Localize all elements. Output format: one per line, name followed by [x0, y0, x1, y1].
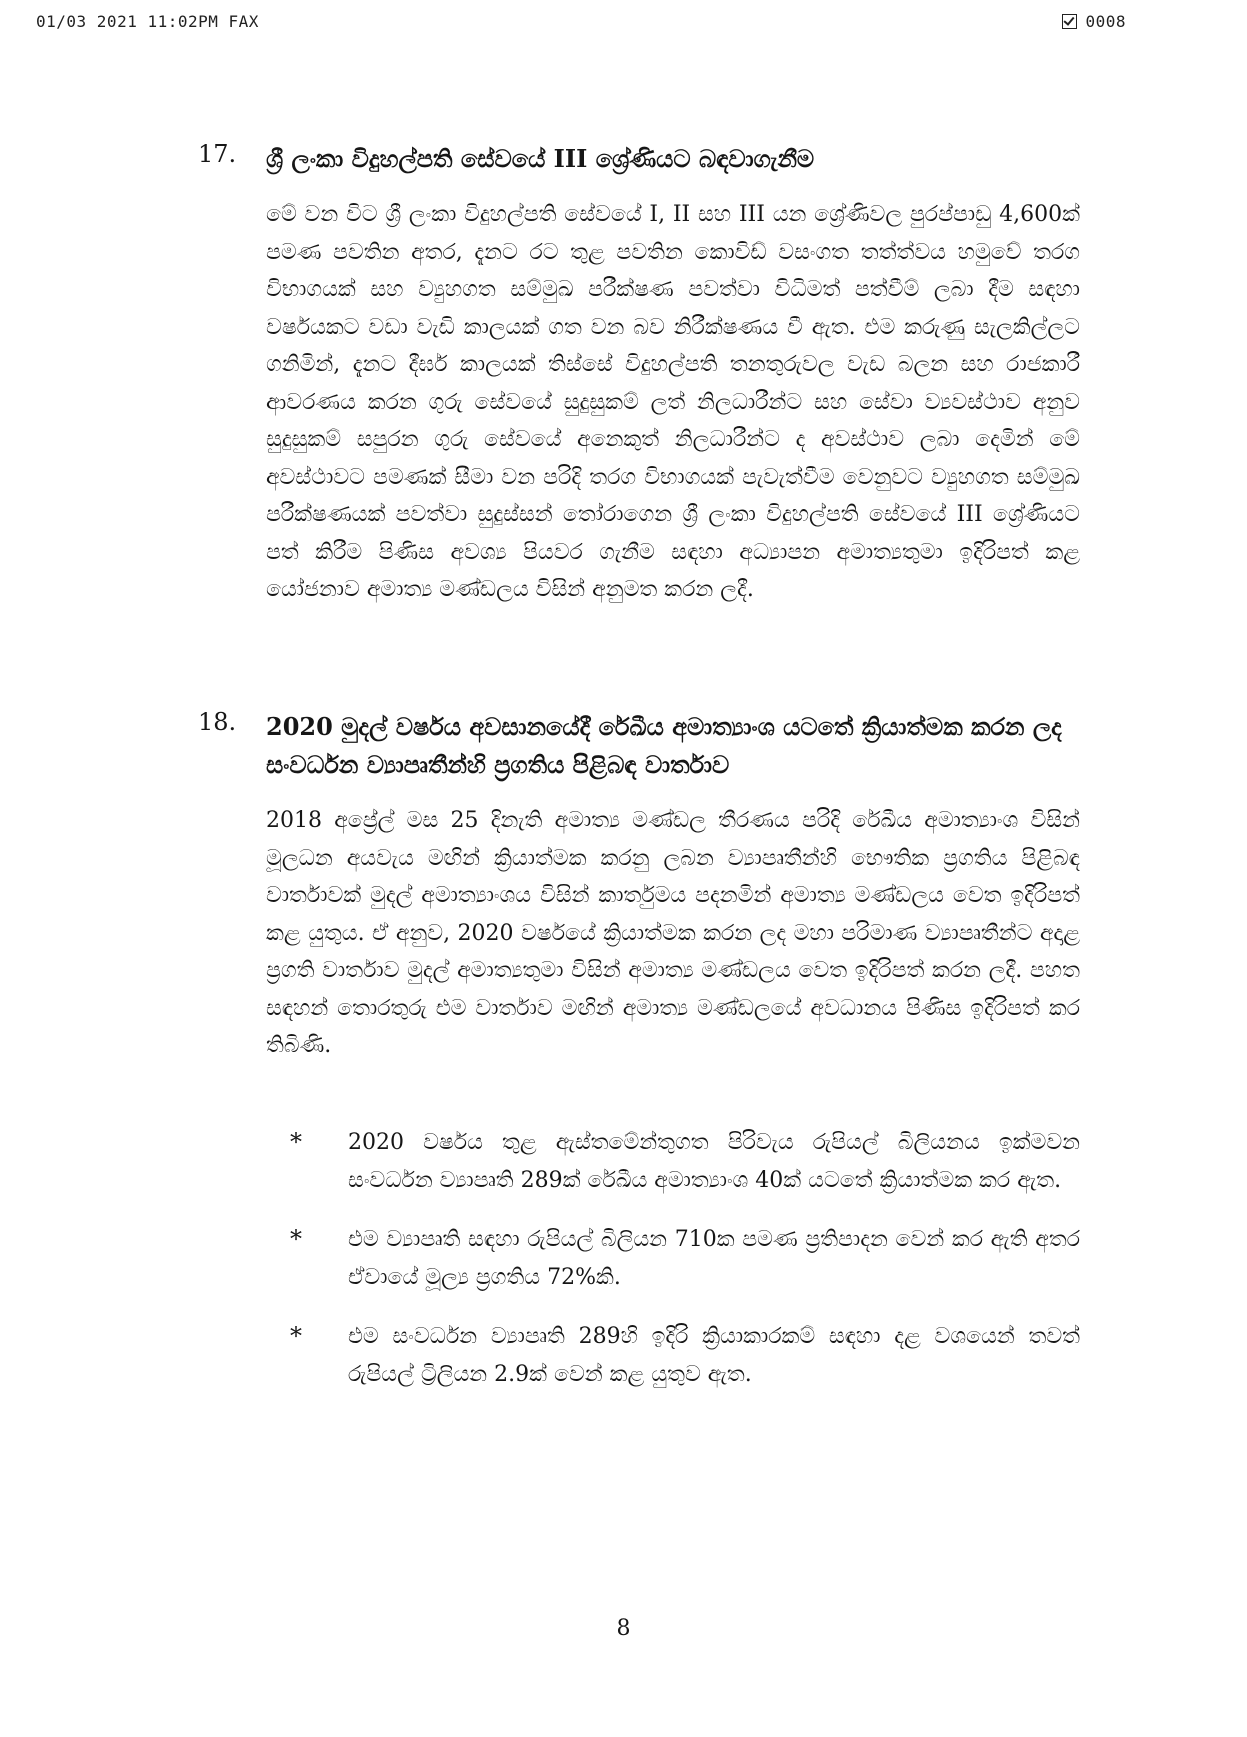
section-17-body: මේ වන විට ශ්‍රී ලංකා විදුහල්පති සේවයේ I, II සහ III යන ශ්‍රේණිවල පුරප්පාඩු 4,600ක් පමණ පවතින අතර, දැනට රට තුළ පවතින කොවිඩ් වසංගත තත්ත්වය හමුවේ තරග විභාගයක් සහ ව්‍යුහගත සම්මුඛ පරීක්ෂණ පවත්වා විධිමත් පත්වීම් ලබා දීම සඳහා වර්ෂයකට වඩා වැඩි කාලයක් ගත වන බව නිරීක්ෂණය වී ඇත. එම කරුණු සැලකිල්ලට ගනිමින්, දැනට දීර්ඝ කාලයක් තිස්සේ විදුහල්පති තනතුරුවල වැඩ බලන සහ රාජකාරී ආවරණය කරන ගුරු සේවයේ සුදුසුකම් ලත් නිලධාරීන්ට සහ සේවා ව්‍යවස්ථාව අනුව සුදුසුකම් සපුරන ගුරු සේවයේ අනෙකුත් නිලධාරීන්ට ද අවස්ථාව ලබා දෙමින් මේ අවස්ථාවට පමණක් සීමා වන පරිදි තරග විභාගයක් පැවැත්වීම වෙනුවට ව්‍යුහගත සම්මුඛ පරීක්ෂණයක් පවත්වා සුදුස්සන් තෝරාගෙන ශ්‍රී ලංකා විදුහල්පති සේවයේ III ශ්‍රේණියට පත් කිරීම පිණිස අවශ්‍ය පියවර ගැනීම සඳහා අධ්‍යාපන අමාත්‍යතුමා ඉදිරිපත් කළ යෝජනාව අමාත්‍ය මණ්ඩලය විසින් අනුමත කරන ලදී.: [266, 202, 1080, 602]
section-18: [200, 708, 1080, 1065]
checkbox-icon: [1062, 14, 1077, 29]
list-item: [290, 1124, 1080, 1199]
page-number: 8: [616, 1616, 631, 1641]
list-item-text: එම ව්‍යාපෘති සඳහා රුපියල් බිලියන 710ක පමණ ප්‍රතිපාදන වෙන් කර ඇති අතර ඒවායේ මූල්‍ය ප්‍රගතිය 72%කි.: [348, 1227, 1080, 1290]
section-17: [200, 140, 1080, 609]
section-18-number: 18.: [198, 708, 237, 736]
section-17-title: ශ්‍රී ලංකා විදුහල්පති සේවයේ III ශ්‍රේණියට බඳවාගැනීම: [266, 144, 815, 173]
bullet-list: [290, 1124, 1080, 1415]
section-18-title: 2020 මුදල් වර්ෂය අවසානයේදී රේඛීය අමාත්‍යාංශ යටතේ ක්‍රියාත්මක කරන ලද සංවර්ධන ව්‍යාපෘතීන්හි ප්‍රගතිය පිළිබඳ වාර්තාව: [266, 712, 1062, 779]
bullet-star-icon: *: [290, 1128, 302, 1156]
list-item: [290, 1221, 1080, 1296]
fax-page-code-text: 0008: [1085, 12, 1126, 31]
list-item: [290, 1318, 1080, 1393]
bullet-star-icon: *: [290, 1225, 302, 1253]
bullet-star-icon: *: [290, 1322, 302, 1350]
fax-page-code: [1062, 12, 1126, 31]
section-18-body: 2018 අප්‍රේල් මස 25 දිනැති අමාත්‍ය මණ්ඩල තීරණය පරිදි රේඛීය අමාත්‍යාංශ විසින් මූලධන අයවැය මඟින් ක්‍රියාත්මක කරනු ලබන ව්‍යාපෘතීන්හි භෞතික ප්‍රගතිය පිළිබඳ වාර්තාවක් මුදල් අමාත්‍යාංශය විසින් කාර්තුමය පදනමින් අමාත්‍ය මණ්ඩලය වෙත ඉදිරිපත් කළ යුතුය. ඒ අනුව, 2020 වර්ෂයේ ක්‍රියාත්මක කරන ලද මහා පරිමාණ ව්‍යාපෘතීන්ට අදාළ ප්‍රගති වාර්තාව මුදල් අමාත්‍යතුමා විසින් අමාත්‍ය මණ්ඩලය වෙත ඉදිරිපත් කරන ලදී. පහත සඳහන් තොරතුරු එම වාර්තාව මඟින් අමාත්‍ය මණ්ඩලයේ අවධානය පිණිස ඉදිරිපත් කර තිබිණි.: [266, 808, 1080, 1058]
list-item-text: එම සංවර්ධන ව්‍යාපෘති 289හි ඉදිරි ක්‍රියාකාරකම් සඳහා දළ වශයෙන් තවත් රුපියල් ට්‍රිලියන 2.9ක් වෙන් කළ යුතුව ඇත.: [348, 1324, 1080, 1387]
fax-timestamp: 01/03 2021 11:02PM FAX: [36, 12, 259, 31]
list-item-text: 2020 වර්ෂය තුළ ඇස්තමේන්තුගත පිරිවැය රුපියල් බිලියනය ඉක්මවන සංවර්ධන ව්‍යාපෘති 289ක් රේඛීය අමාත්‍යාංශ 40ක් යටතේ ක්‍රියාත්මක කර ඇත.: [348, 1130, 1080, 1193]
section-17-number: 17.: [198, 140, 237, 168]
